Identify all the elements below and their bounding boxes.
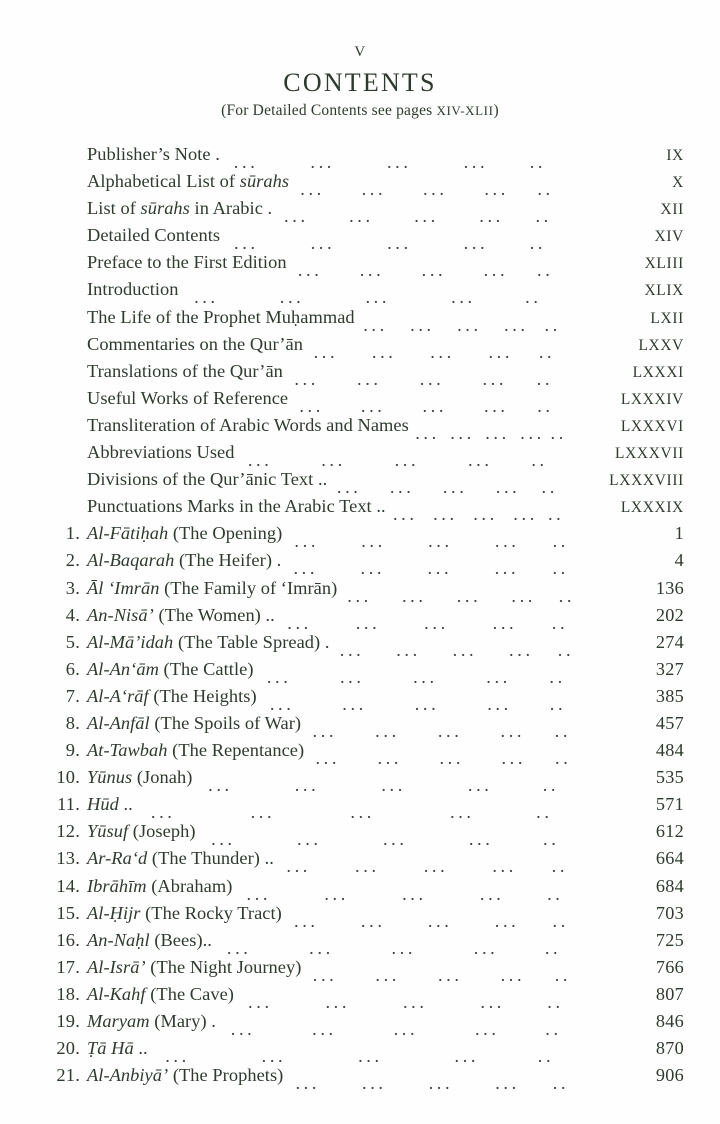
surah-gloss: (The Cattle) <box>158 658 254 679</box>
surah-gloss: .. <box>133 1038 148 1059</box>
surah-name: Ṭā Hā <box>87 1038 134 1059</box>
entry-number: 20. <box>56 1038 80 1059</box>
page-title: CONTENTS <box>283 68 437 97</box>
dot-leader: ... ... ... ... .. <box>226 937 562 958</box>
dot-leader: ... ... ... ... .. <box>287 612 569 633</box>
entry-title-italic: sūrahs <box>239 171 290 192</box>
entry-title <box>87 605 275 626</box>
surah-gloss: (The Family of ʻImrān) <box>159 577 338 598</box>
entry-number: 4. <box>65 604 80 625</box>
page-number: XII <box>660 201 684 219</box>
table-row[interactable] <box>36 713 684 740</box>
page-number: 136 <box>655 577 684 598</box>
table-row[interactable] <box>36 767 684 794</box>
entry-number: 3. <box>65 577 80 598</box>
surah-gloss: (The Night Journey) <box>145 956 302 977</box>
surah-name: Al-Kahf <box>87 983 146 1004</box>
entry-title <box>87 171 289 192</box>
table-row[interactable] <box>36 252 684 279</box>
entry-title <box>87 659 254 680</box>
surah-name: Al-Fātiḥah <box>87 523 169 544</box>
surah-name: Al-Baqarah <box>87 550 175 571</box>
page-number: 4 <box>674 550 684 571</box>
entry-title <box>87 794 133 815</box>
page-number: XLIII <box>644 255 684 273</box>
subtitle-suffix: ) <box>493 102 499 120</box>
entry-number: 11. <box>57 794 80 815</box>
table-of-contents <box>36 144 684 1092</box>
table-row[interactable] <box>36 279 684 306</box>
dot-leader: ... ... ... ... .. <box>300 179 554 200</box>
table-row[interactable] <box>36 198 684 225</box>
entry-title: Transliteration of Arabic Words and Names <box>87 414 409 435</box>
page-number: XLIX <box>644 282 684 300</box>
table-row[interactable] <box>36 686 684 713</box>
surah-gloss: (The Spoils of War) <box>149 712 302 733</box>
surah-gloss: (The Table Spread) . <box>173 631 330 652</box>
entry-title <box>87 550 281 571</box>
table-row[interactable] <box>36 957 684 984</box>
surah-name: Ibrāhīm <box>87 875 147 896</box>
page-number: LXXXVI <box>620 417 684 435</box>
entry-title <box>87 1011 216 1032</box>
dot-leader: ... ... ... ... .. <box>246 883 564 904</box>
page-number: LXXXIV <box>620 390 684 408</box>
table-row[interactable] <box>36 659 684 686</box>
entry-number: 21. <box>56 1065 80 1086</box>
page-number: 457 <box>655 712 684 733</box>
table-row[interactable] <box>36 442 684 469</box>
dot-leader: ... ... ... ... .. <box>233 152 547 172</box>
dot-leader: ... ... ... ... .. <box>269 693 567 714</box>
page-number: XIV <box>654 228 684 246</box>
dot-leader: ... ... ... ... .. <box>247 450 548 471</box>
page-number: 274 <box>655 631 684 652</box>
dot-leader: ... ... ... ... .. <box>293 558 569 579</box>
table-row[interactable] <box>36 930 684 957</box>
surah-name: Al-Anʻām <box>87 658 159 679</box>
table-row[interactable] <box>36 469 684 496</box>
page-number: 846 <box>655 1011 684 1031</box>
surah-name: Al-Aʻrāf <box>87 685 149 706</box>
entry-number: 17. <box>56 956 80 977</box>
entry-title <box>87 848 274 869</box>
subtitle-prefix: (For Detailed Contents see pages <box>221 102 437 120</box>
entry-number: 9. <box>65 740 80 761</box>
surah-gloss: (The Prophets) <box>168 1065 284 1086</box>
table-row[interactable] <box>36 848 684 875</box>
surah-gloss: .. <box>118 794 133 815</box>
page-number: 484 <box>655 740 684 761</box>
surah-gloss: (The Repentance) <box>167 740 305 761</box>
surah-gloss: (Abraham) <box>146 875 233 896</box>
entry-number: 12. <box>56 821 80 842</box>
dot-leader: ... ... ... ... .. <box>294 531 569 552</box>
table-row[interactable] <box>36 632 684 659</box>
dot-leader: ... ... ... ... .. <box>336 477 558 498</box>
entry-title <box>87 686 257 707</box>
entry-title: Introduction <box>87 279 179 300</box>
page-number: 664 <box>655 848 684 869</box>
dot-leader: ... ... ... ... .. <box>150 802 553 823</box>
entry-title <box>87 930 212 951</box>
page-number: LXXXIX <box>620 499 684 517</box>
entry-number: 6. <box>65 658 80 679</box>
surah-gloss: (The Cave) <box>145 983 234 1004</box>
dot-leader: ... ... ... ... .. <box>165 1046 555 1067</box>
page-number: 571 <box>655 794 684 815</box>
entry-title: Punctuations Marks in the Arabic Text .. <box>87 496 386 517</box>
entry-title: Preface to the First Edition <box>87 252 287 273</box>
entry-number: 1. <box>65 523 80 544</box>
entry-number: 19. <box>56 1011 80 1031</box>
surah-name: Al-Mā’idah <box>87 631 174 652</box>
entry-title: Detailed Contents <box>87 225 221 246</box>
surah-gloss: (The Rocky Tract) <box>140 902 282 923</box>
dot-leader: ... ... ... ... .. <box>284 206 552 227</box>
dot-leader: ... ... ... ... .. <box>286 856 569 877</box>
surah-name: Al-Isrā’ <box>87 956 146 977</box>
surah-name: Maryam <box>87 1011 150 1031</box>
table-row[interactable] <box>36 1065 684 1092</box>
surah-name: Yūsuf <box>87 821 129 842</box>
dot-leader: ... ... ... ... .. <box>294 910 569 931</box>
dot-leader: ... ... ... ... .. <box>211 829 560 850</box>
page-number: 202 <box>655 604 684 625</box>
surah-gloss: (The Thunder) .. <box>147 848 274 869</box>
surah-name: At-Tawbah <box>87 740 168 761</box>
table-row[interactable] <box>36 415 684 442</box>
entry-title: Abbreviations Used <box>87 442 235 463</box>
table-row[interactable] <box>36 1038 684 1065</box>
dot-leader: ... ... ... ... .. <box>415 422 567 443</box>
dot-leader: ... ... ... ... .. <box>248 991 564 1012</box>
page-number: 766 <box>655 956 684 977</box>
entry-number: 8. <box>65 712 80 733</box>
table-row[interactable] <box>36 496 684 523</box>
entry-number: 18. <box>56 983 80 1004</box>
surah-name: Āl ʻImrān <box>87 577 160 598</box>
subtitle-page-range: XIV-XLII <box>436 103 494 119</box>
contents-subtitle <box>0 102 720 120</box>
page-number: 385 <box>655 685 684 706</box>
entry-title-part: List of <box>87 198 141 219</box>
dot-leader: ... ... ... ... .. <box>315 748 572 769</box>
table-row[interactable] <box>36 334 684 361</box>
dot-leader: ... ... ... ... .. <box>266 666 566 687</box>
entry-title <box>87 632 330 653</box>
surah-name: Ar-Raʻd <box>87 848 148 869</box>
page-number: 535 <box>655 767 684 788</box>
entry-title <box>87 578 337 599</box>
dot-leader: ... ... ... ... .. <box>363 314 561 335</box>
page-number: IX <box>666 147 684 164</box>
table-row[interactable] <box>36 876 684 903</box>
entry-title <box>87 903 282 924</box>
page-number: 684 <box>655 875 684 896</box>
page-number: LXII <box>650 309 684 327</box>
page-number: 807 <box>655 983 684 1004</box>
table-row[interactable] <box>36 903 684 930</box>
entry-title <box>87 1038 148 1059</box>
table-row[interactable] <box>36 171 684 198</box>
entry-title: Divisions of the Qur’ānic Text .. <box>87 469 328 490</box>
surah-gloss: (Mary) . <box>149 1011 216 1031</box>
entry-number: 15. <box>56 902 80 923</box>
dot-leader: ... ... ... ... .. <box>234 233 547 254</box>
dot-leader: ... ... ... ... .. <box>294 368 554 389</box>
page-number: 870 <box>655 1038 684 1059</box>
entry-number: 7. <box>65 685 80 706</box>
contents-heading-block <box>0 68 720 120</box>
dot-leader: ... ... ... ... .. <box>347 585 576 606</box>
entry-title <box>87 523 282 544</box>
folio-number: V <box>354 44 366 60</box>
surah-gloss: (The Women) .. <box>153 604 275 625</box>
entry-number: 2. <box>65 550 80 571</box>
surah-gloss: (The Heights) <box>148 685 257 706</box>
dot-leader: ... ... ... ... .. <box>392 504 565 525</box>
entry-title <box>87 821 196 842</box>
entry-title <box>87 740 304 761</box>
surah-name: Al-Anfāl <box>87 712 150 733</box>
dot-leader: ... ... ... ... .. <box>312 964 572 985</box>
dot-leader: ... ... ... ... .. <box>313 341 556 362</box>
entry-number: 14. <box>56 875 80 896</box>
entry-title: Useful Works of Reference <box>87 387 289 408</box>
dot-leader: ... ... ... ... .. <box>297 260 554 281</box>
entry-number: 10. <box>56 767 80 788</box>
page-number: LXXV <box>638 336 684 354</box>
surah-gloss: (Bees).. <box>149 929 212 950</box>
table-row[interactable] <box>36 550 684 577</box>
table-row[interactable] <box>36 984 684 1011</box>
surah-name: Yūnus <box>87 767 133 788</box>
table-row[interactable] <box>36 605 684 632</box>
dot-leader: ... ... ... ... .. <box>194 287 542 308</box>
entry-title <box>87 198 272 219</box>
entry-title <box>87 767 192 788</box>
table-row[interactable] <box>36 523 684 550</box>
table-row[interactable] <box>36 578 684 605</box>
entry-title: Translations of the Qur’ān <box>87 360 283 381</box>
surah-gloss: (Jonah) <box>132 767 193 788</box>
entry-number: 16. <box>56 929 80 950</box>
page-number: 612 <box>655 821 684 842</box>
table-row[interactable] <box>36 740 684 767</box>
entry-title: The Life of the Prophet Muḥammad <box>87 306 355 327</box>
table-row[interactable] <box>36 1011 684 1038</box>
table-row[interactable] <box>36 225 684 252</box>
surah-name: Al-Ḥijr <box>87 902 141 923</box>
page-number: 906 <box>655 1065 684 1086</box>
entry-title-italic: sūrahs <box>140 198 190 219</box>
dot-leader: ... ... ... ... .. <box>339 639 575 660</box>
entry-number: 5. <box>65 631 80 652</box>
entry-title: Publisher’s Note . <box>87 144 220 164</box>
table-row[interactable] <box>36 388 684 415</box>
page-number: 327 <box>655 658 684 679</box>
dot-leader: ... ... ... ... .. <box>295 1073 570 1094</box>
page-number: LXXXI <box>632 363 684 381</box>
entry-number: 13. <box>56 848 80 869</box>
surah-gloss: (The Heifer) . <box>174 550 282 571</box>
entry-title <box>87 713 301 734</box>
entry-title <box>87 876 232 897</box>
entry-title <box>87 1065 283 1086</box>
page-number: 725 <box>655 929 684 950</box>
page-number: LXXXVIII <box>609 472 684 490</box>
dot-leader: ... ... ... ... .. <box>312 720 572 741</box>
entry-title <box>87 984 234 1005</box>
surah-name: An-Nisā’ <box>87 604 154 625</box>
surah-name: Hūd <box>87 794 119 815</box>
page-number: LXXXVII <box>614 445 684 463</box>
table-row[interactable] <box>36 307 684 334</box>
entry-title-part: in Arabic . <box>189 198 273 219</box>
table-row[interactable] <box>36 821 684 848</box>
dot-leader: ... ... ... ... .. <box>299 395 554 416</box>
page-number: X <box>672 174 684 192</box>
surah-name: Al-Anbiyā’ <box>87 1065 169 1086</box>
surah-gloss: (Joseph) <box>128 821 196 842</box>
entry-title <box>87 957 301 978</box>
table-row[interactable] <box>36 144 684 171</box>
entry-title-part: Alphabetical List of <box>87 171 240 192</box>
table-row[interactable] <box>36 794 684 821</box>
surah-name: An-Naḥl <box>87 929 150 950</box>
page-number: 703 <box>655 902 684 923</box>
table-row[interactable] <box>36 361 684 388</box>
dot-leader: ... ... ... ... .. <box>208 775 560 796</box>
surah-gloss: (The Opening) <box>168 523 283 544</box>
page-number: 1 <box>674 523 684 544</box>
entry-title: Commentaries on the Qur’ān <box>87 333 303 354</box>
dot-leader: ... ... ... ... .. <box>230 1019 562 1039</box>
